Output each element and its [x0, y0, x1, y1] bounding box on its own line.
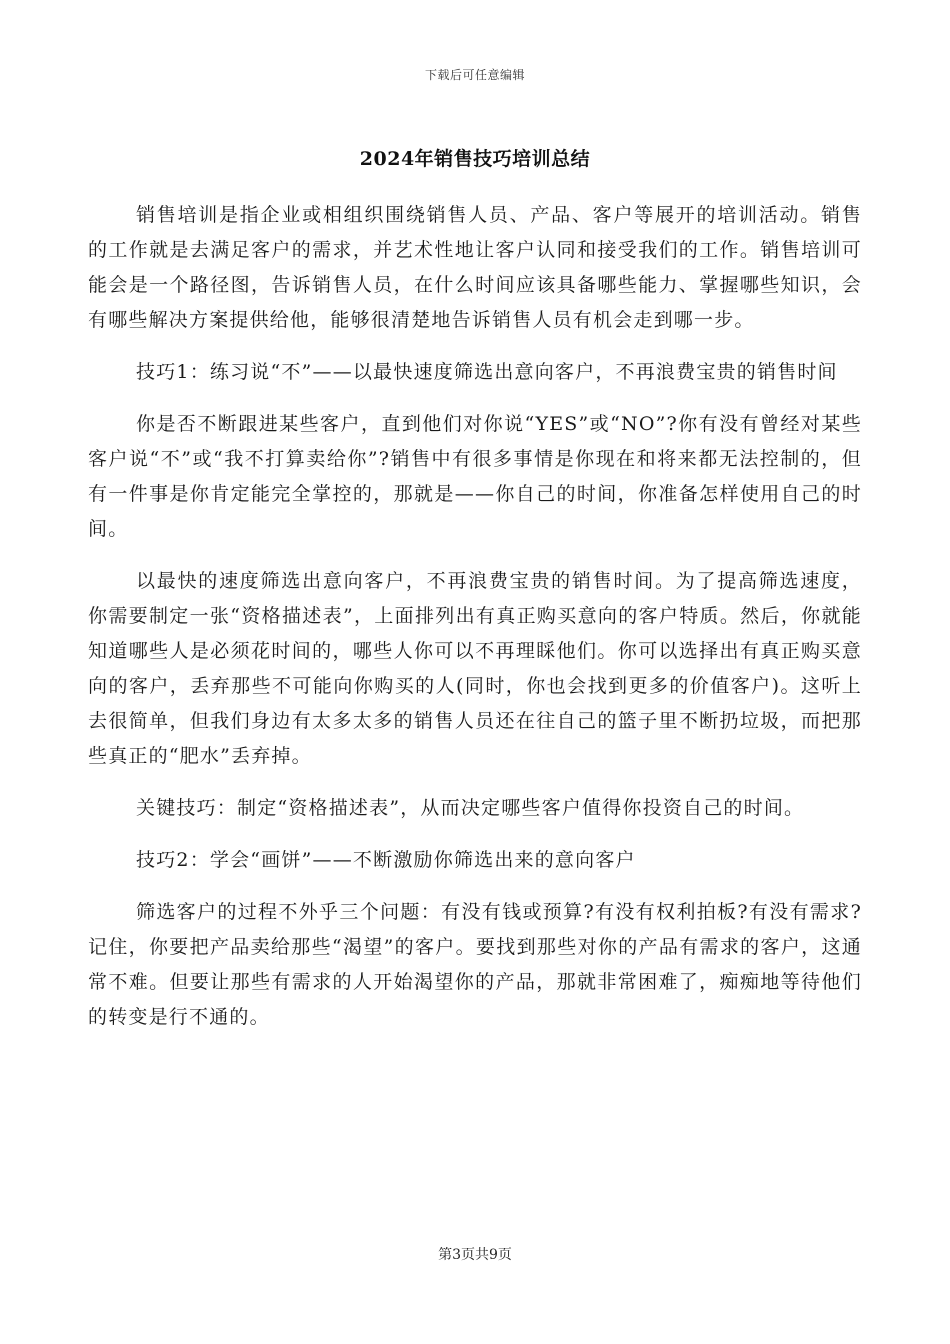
- paragraph-intro: 销售培训是指企业或相组织围绕销售人员、产品、客户等展开的培训活动。销售的工作就是去满足客户的需求，并艺术性地让客户认同和接受我们的工作。销售培训可能会是一个路径图，告诉销售人员，在什么时间应该具备哪些能力、掌握哪些知识，会有哪些解决方案提供给他，能够很清楚地告诉销售人员有机会走到哪一步。: [88, 204, 862, 331]
- paragraph-tip2-detail: 筛选客户的过程不外乎三个问题：有没有钱或预算?有没有权利拍板?有没有需求?记住，你要把产品卖给那些“渴望”的客户。要找到那些对你的产品有需求的客户，这通常不难。但要让那些有需求的人开始渴望你的产品，那就非常困难了，痴痴地等待他们的转变是行不通的。: [88, 901, 862, 1028]
- header-note: 下载后可任意编辑: [424, 68, 525, 82]
- paragraph-tip1-detail: 以最快的速度筛选出意向客户，不再浪费宝贵的销售时间。为了提高筛选速度，你需要制定一张“资格描述表”，上面排列出有真正购买意向的客户特质。然后，你就能知道哪些人是必须花时间的，哪些人你可以不再理睬他们。你可以选择出有真正购买意向的客户，丢弃那些不可能向你购买的人(同时，你也会找到更多的价值客户)。这听上去很简单，但我们身边有太多太多的销售人员还在往自己的篮子里不断扔垃圾，而把那些真正的“肥水”丢弃掉。: [88, 570, 862, 767]
- paragraph-key-tip: 关键技巧：制定“资格描述表”，从而决定哪些客户值得你投资自己的时间。: [136, 797, 805, 819]
- document-body: [88, 198, 862, 1052]
- paragraph-tip2-heading: 技巧2：学会“画饼”——不断激励你筛选出来的意向客户: [136, 849, 636, 871]
- paragraph-tip1-question: 你是否不断跟进某些客户，直到他们对你说“YES”或“NO”?你有没有曾经对某些客户说“不”或“我不打算卖给你”?销售中有很多事情是你现在和将来都无法控制的，但有一件事是你肯定能完全掌控的，那就是——你自己的时间，你准备怎样使用自己的时间。: [88, 413, 862, 540]
- page-number: 第3页共9页: [438, 1247, 512, 1263]
- paragraph-tip1-heading: 技巧1：练习说“不”——以最快速度筛选出意向客户，不再浪费宝贵的销售时间: [136, 361, 838, 383]
- page-title: 2024年销售技巧培训总结: [359, 148, 591, 170]
